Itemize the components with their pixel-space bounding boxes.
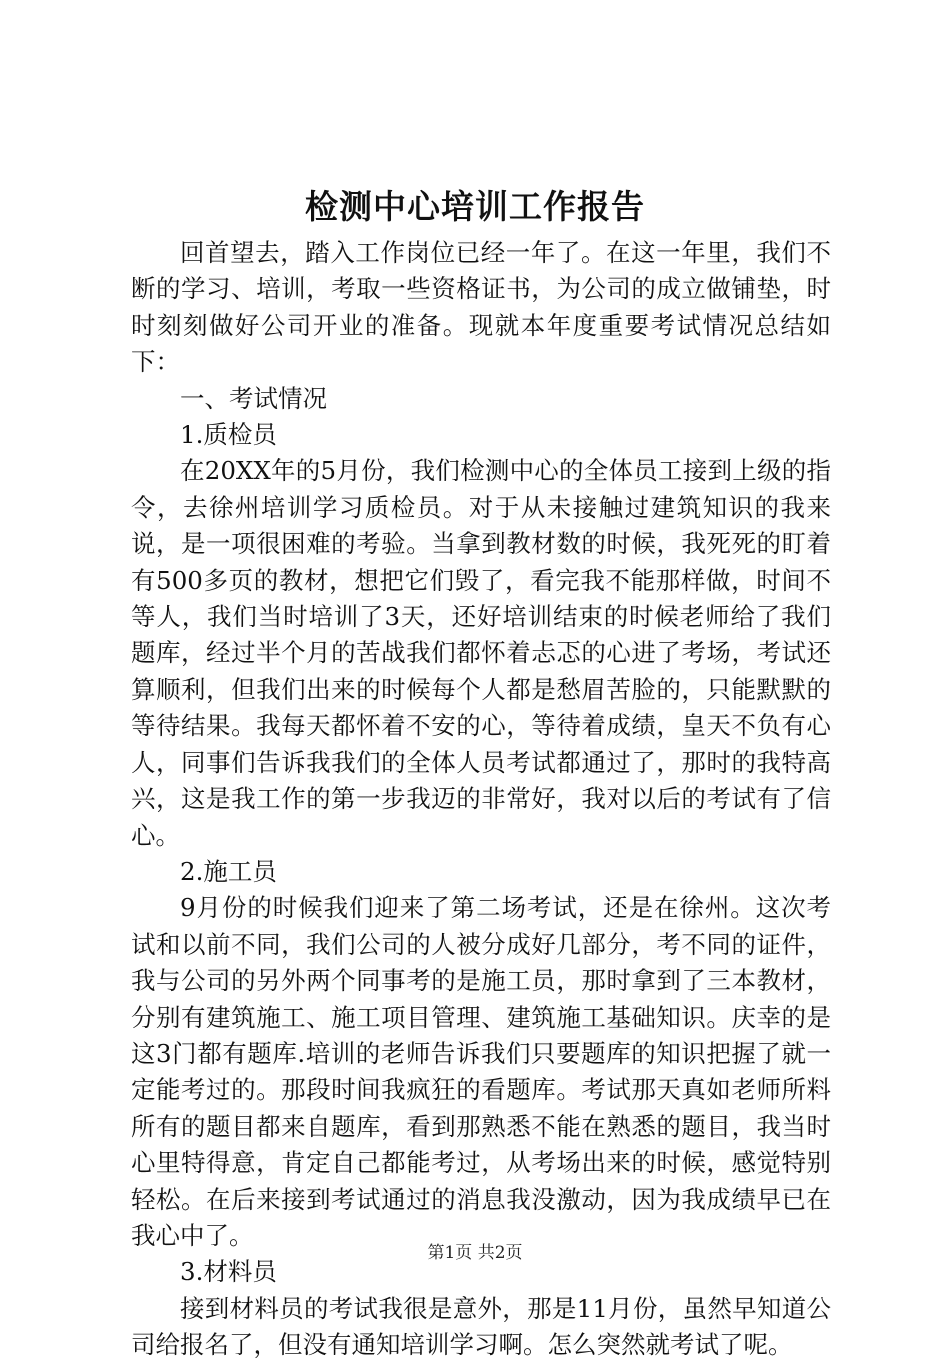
subheading-quality-inspector: 1.质检员	[180, 420, 277, 450]
section-heading: 一、考试情况	[180, 383, 327, 413]
page-number: 第1页 共2页	[427, 1243, 523, 1263]
subheading-materials-clerk: 3.材料员	[180, 1257, 277, 1287]
paragraph-materials-clerk: 接到材料员的考试我很是意外，那是11月份，虽然早知道公司给报名了，但没有通知培训学习啊。怎么突然就考试了呢。	[131, 1293, 831, 1360]
document-body	[131, 235, 831, 1364]
document-title: 检测中心培训工作报告	[305, 187, 645, 226]
paragraph-intro: 回首望去，踏入工作岗位已经一年了。在这一年里，我们不断的学习、培训，考取一些资格证书，为公司的成立做铺垫，时时刻刻做好公司开业的准备。现就本年度重要考试情况总结如下：	[131, 238, 831, 377]
paragraph-quality-inspector: 在20XX年的5月份，我们检测中心的全体员工接到上级的指令，去徐州培训学习质检员。对于从未接触过建筑知识的我来说，是一项很困难的考验。当拿到教材数的时候，我死死的盯着有500多页的教材，想把它们毁了，看完我不能那样做，时间不等人，我们当时培训了3天，还好培训结束的时候老师给了我们题库，经过半个月的苦战我们都怀着忐忑的心进了考场，考试还算顺利，但我们出来的时候每个人都是愁眉苦脸的，只能默默的等待结果。我每天都怀着不安的心，等待着成绩，皇天不负有心人，同事们告诉我我们的全体人员考试都通过了，那时的我特高兴，这是我工作的第一步我迈的非常好，我对以后的考试有了信心。	[131, 456, 831, 850]
subheading-construction-worker: 2.施工员	[180, 856, 277, 886]
paragraph-construction-worker: 9月份的时候我们迎来了第二场考试，还是在徐州。这次考试和以前不同，我们公司的人被分成好几部分，考不同的证件，我与公司的另外两个同事考的是施工员，那时拿到了三本教材，分别有建筑施工、施工项目管理、建筑施工基础知识。庆幸的是这3门都有题库.培训的老师告诉我们只要题库的知识把握了就一定能考过的。那段时间我疯狂的看题库。考试那天真如老师所料所有的题目都来自题库，看到那熟悉不能在熟悉的题目，我当时心里特得意，肯定自己都能考过，从考场出来的时候，感觉特别轻松。在后来接到考试通过的消息我没激动，因为我成绩早已在我心中了。	[131, 893, 831, 1250]
